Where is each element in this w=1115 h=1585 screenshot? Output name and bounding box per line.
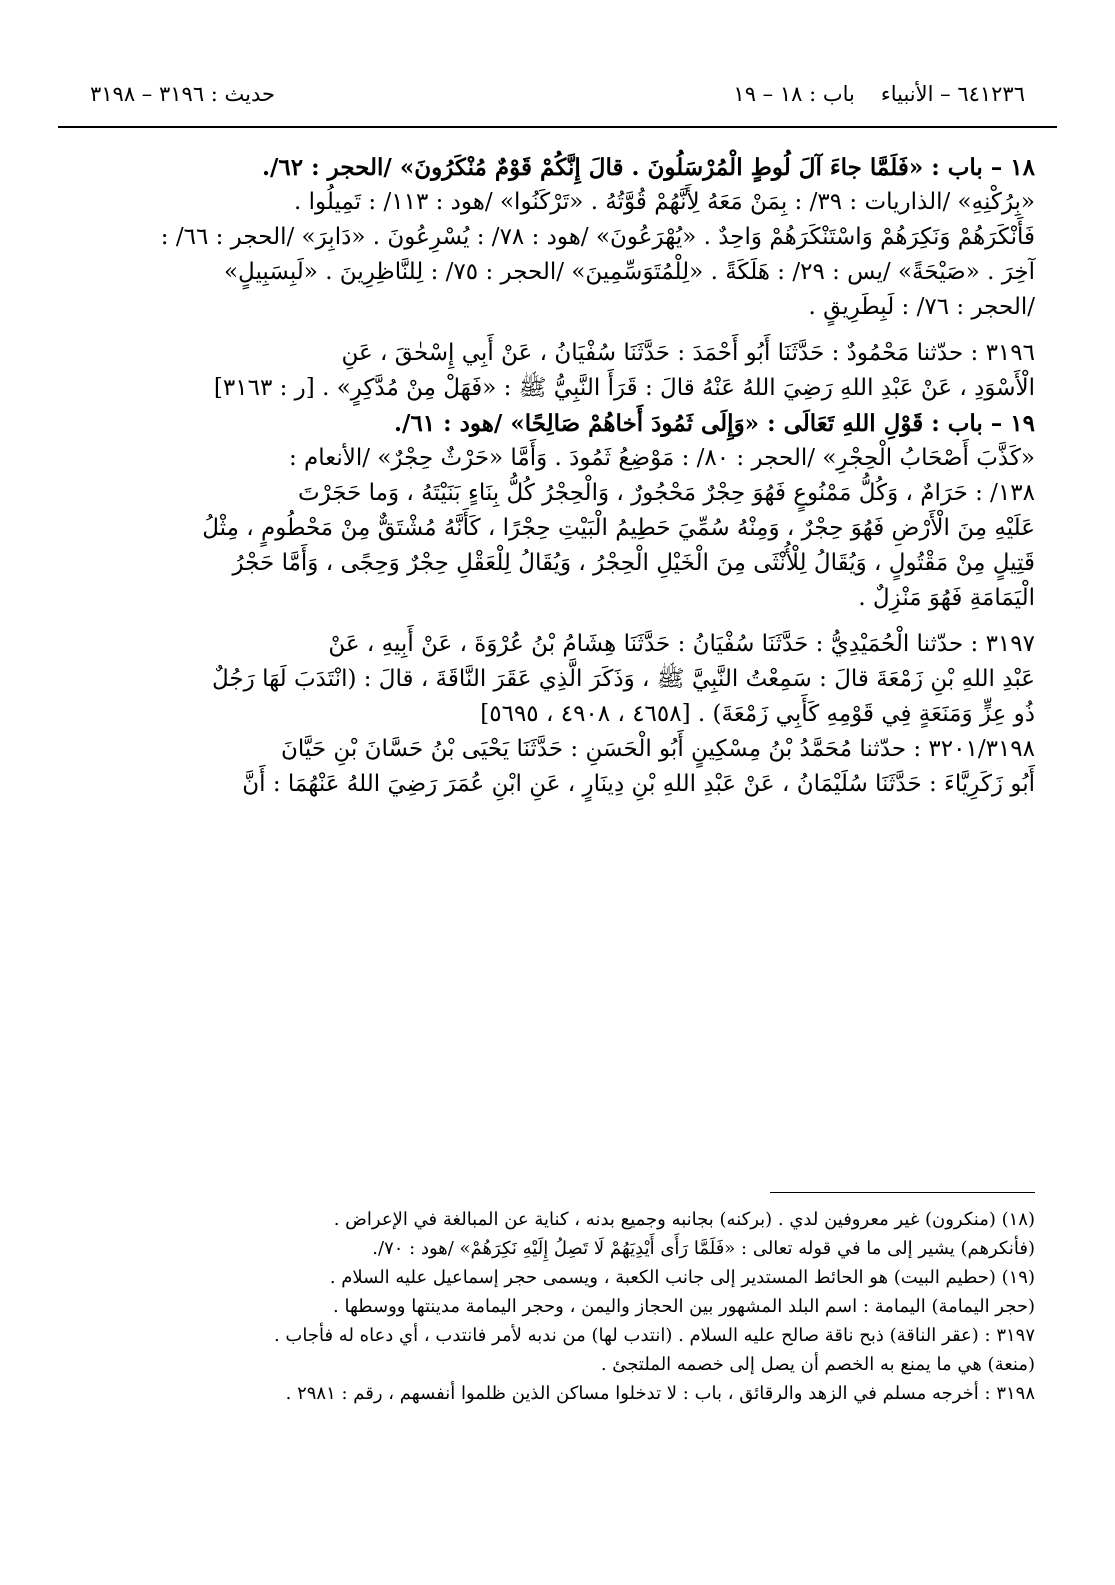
text-line: «كَذَّبَ أَصْحَابُ الْحِجْرِ» /الحجر : ٨٠/ : مَوْضِعُ ثَمُودَ . وَأَمَّا «حَرْثٌ حِجْرٌ» /الأنعام :: [288, 445, 1035, 471]
header-rule: [58, 126, 1057, 128]
header-center: [733, 82, 979, 106]
hadith-3198-line: ٣٢٠١/٣١٩٨ : حدّثنا مُحَمَّدُ بْنُ مِسْكِينٍ أَبُو الْحَسَنِ : حَدَّثَنَا يَحْيَى بْنُ حَسَّانَ بْنِ حَيَّانَ: [281, 736, 1035, 762]
text-line: الْيَمَامَةِ فَهُوَ مَنْزِلٌ .: [858, 585, 1035, 611]
footnote-line: (حجر اليمامة) اليمامة : اسم البلد المشهور بين الحجاز واليمن ، وحجر اليمامة مدينتها ووسطها .: [333, 1296, 1035, 1317]
hadith-3198-line: أَبُو زَكَرِيَّاءَ : حَدَّثَنَا سُلَيْمَانُ ، عَنْ عَبْدِ اللهِ بْنِ دِينَارٍ ، عَنِ ابْنِ عُمَرَ رَضِيَ اللهُ عَنْهُمَا : أَنَّ: [242, 771, 1035, 797]
hadith-3197-line: ذُو عِزٍّ وَمَنَعَةٍ فِي قَوْمِهِ كَأَبِي زَمْعَةَ) . [٤٦٥٨ ، ٤٩٠٨ ، ٥٦٩٥]: [480, 701, 1035, 727]
spacer: [60, 616, 1035, 627]
footnotes: [60, 1206, 1035, 1409]
footnote-rule: [770, 1192, 1035, 1193]
footnote-line: ٣١٩٧ : (عقر الناقة) ذبح ناقة صالح عليه السلام . (انتدب لها) من ندبه لأمر فانتدب ، أي دعاه له فأجاب .: [273, 1325, 1035, 1346]
text-line: قَتِيلٍ مِنْ مَقْتُولٍ ، وَيُقَالُ لِلْأُنْثَى مِنَ الْخَيْلِ الْحِجْرُ ، وَيُقَالُ لِلْعَقْلِ حِجْرٌ وَحِجًى ، وَأَمَّا حَجْرُ: [232, 550, 1035, 576]
book-title: ٦٤ – الأنبياء: [880, 82, 980, 106]
footnote-line: ٣١٩٨ : أخرجه مسلم في الزهد والرقائق ، باب : لا تدخلوا مساكن الذين ظلموا أنفسهم ، رقم : ٢٩٨١ .: [285, 1383, 1035, 1404]
page-header: [90, 74, 1025, 114]
hadith-3196-line: الْأَسْوَدِ ، عَنْ عَبْدِ اللهِ رَضِيَ اللهُ عَنْهُ قالَ : قَرَأَ النَّبِيُّ ﷺ : «فَهَلْ مِنْ مُدَّكِرٍ» . [ر : ٣١٦٣]: [213, 375, 1035, 401]
footnote-line: (١٩) (حطيم البيت) هو الحائط المستدير إلى جانب الكعبة ، ويسمى حجر إسماعيل عليه السلام .: [329, 1267, 1035, 1288]
text-line: آخِرَ . «صَيْحَةً» /يس : ٢٩/ : هَلَكَةً . «لِلْمُتَوَسِّمِينَ» /الحجر : ٧٥/ : لِلنَّاظِرِينَ . «لَبِسَبِيلٍ»: [223, 259, 1035, 285]
chapter-18-heading: ١٨ – باب : «فَلَمَّا جاءَ آلَ لُوطٍ الْمُرْسَلُونَ . قالَ إِنَّكُمْ قَوْمٌ مُنْكَرُونَ» /الحجر : ٦٢/.: [262, 154, 1035, 181]
text-line: عَلَيْهِ مِنَ الْأَرْضِ فَهُوَ حِجْرٌ ، وَمِنْهُ سُمِّيَ حَطِيمُ الْبَيْتِ حِجْرًا ، كَأَنَّهُ مُشْتَقٌّ مِنْ مَحْطُومٍ ، مِثْلُ: [202, 515, 1035, 541]
text-line: فَأَنْكَرَهُمْ وَنَكِرَهُمْ وَاسْتَنْكَرَهُمْ وَاحِدٌ . «يُهْرَعُونَ» /هود : ٧٨/ : يُسْرِعُونَ . «دَابِرَ» /الحجر : ٦٦/ :: [160, 224, 1035, 250]
hadith-3197-line: عَبْدِ اللهِ بْنِ زَمْعَةَ قالَ : سَمِعْتُ النَّبِيَّ ﷺ ، وَذَكَرَ الَّذِي عَقَرَ النَّاقَةَ ، قالَ : (انْتَدَبَ لَهَا رَجُلٌ: [212, 666, 1035, 692]
hadith-range: حديث : ٣١٩٦ – ٣١٩٨: [90, 82, 276, 106]
footnote-line: (منعة) هي ما يمنع به الخصم أن يصل إلى خصمه الملتجئ .: [600, 1354, 1035, 1375]
hadith-3197-line: ٣١٩٧ : حدّثنا الْحُمَيْدِيُّ : حَدَّثَنَا سُفْيَانُ : حَدَّثَنَا هِشَامُ بْنُ عُرْوَةَ ، عَنْ أَبِيهِ ، عَنْ: [328, 631, 1035, 657]
text-line: «بِرُكْنِهِ» /الذاريات : ٣٩/ : بِمَنْ مَعَهُ لِأَنَّهُمْ قُوَّتُهُ . «تَرْكَنُوا» /هود : ١١٣/ : تَمِيلُوا .: [293, 189, 1035, 215]
text-line: /الحجر : ٧٦/ : لَبِطَرِيقٍ .: [808, 294, 1035, 320]
hadith-3196-line: ٣١٩٦ : حدّثنا مَحْمُودٌ : حَدَّثَنَا أَبُو أَحْمَدَ : حَدَّثَنَا سُفْيَانُ ، عَنْ أَبِي إِسْحٰقَ ، عَنِ: [341, 340, 1035, 366]
footnote-line: (١٨) (منكرون) غير معروفين لدي . (بركنه) بجانبه وجميع بدنه ، كناية عن المبالغة في الإعراض .: [333, 1209, 1035, 1230]
footnote-line: (فأنكرهم) يشير إلى ما في قوله تعالى : «فَلَمَّا رَأَى أَيْدِيَهُمْ لَا تَصِلُ إِلَيْهِ نَكِرَهُمْ» /هود : ٧٠/.: [372, 1238, 1035, 1259]
chapter-range: باب : ١٨ – ١٩: [733, 82, 855, 106]
main-text: [60, 150, 1035, 802]
page-number: ١٢٣٦: [979, 82, 1025, 106]
spacer: [60, 325, 1035, 336]
chapter-19-heading: ١٩ – باب : قَوْلِ اللهِ تَعَالَى : «وَإِلَى ثَمُودَ أَخاهُمْ صَالِحًا» /هود : ٦١/.: [394, 410, 1035, 437]
text-line: ١٣٨/ : حَرَامٌ ، وَكُلُّ مَمْنُوعٍ فَهُوَ حِجْرٌ مَحْجُورٌ ، وَالْحِجْرُ كُلُّ بِنَاءٍ بَنَيْتَهُ ، وَما حَجَرْتَ: [297, 480, 1035, 506]
